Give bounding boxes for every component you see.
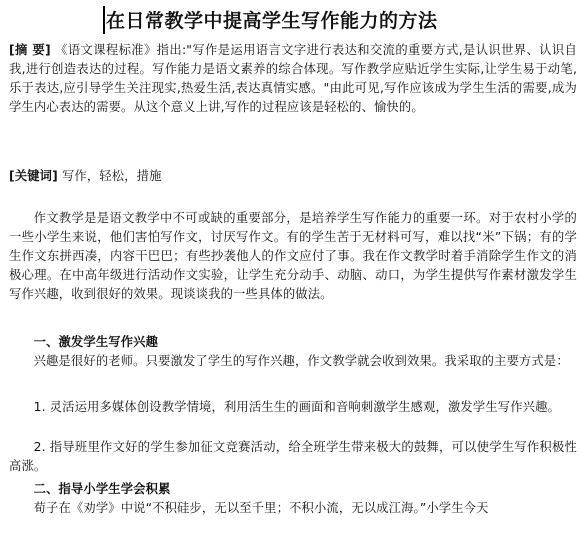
- abstract-label: [摘 要]: [9, 43, 51, 57]
- abstract-text: 《语文课程标准》指出:"写作是运用语言文字进行表达和交流的重要方式,是认识世界、认识自我,进行创造表达的过程。写作能力是语文素养的综合体现。写作教学应贴近学生实际,让学生易于动笔,乐于表达,应引导学生关注现实,热爱生活,表达真情实感。"由此可见,写作应该成为学生生活的需要,成为学生内心表达的需要。从这个意义上讲,写作的过程应该是轻松的、愉快的。: [9, 43, 577, 114]
- section2-paragraph[interactable]: 荀子在《劝学》中说“不积硅步，无以至千里；不积小流，无以成江海。”小学生今天: [33, 501, 489, 515]
- keywords-label: [关键词]: [9, 169, 58, 183]
- bottom-fade: [0, 518, 587, 534]
- abstract-paragraph[interactable]: [9, 41, 577, 117]
- section1-item-2[interactable]: 2. 指导班里作文好的学生参加征文竞赛活动，给全班学生带来极大的鼓舞，可以使学生写作积极性高涨。: [9, 440, 577, 473]
- section2-heading[interactable]: 二、指导小学生学会积累: [33, 482, 171, 496]
- intro-paragraph[interactable]: 作文教学是是语文教学中不可或缺的重要部分，是培养学生写作能力的重要一环。对于农村小学的一些小学生来说，他们害怕写作文，讨厌写作文。有的学生苦于无材料可写，难以找“米”下锅；有的学生作文东拼西凑，内容干巴巴；有些抄袭他人的作文应付了事。我在作文教学时着手消除学生作文的消极心理。在中高年级进行活动作文实验，让学生充分动手、动脑、动口，为学生提供写作素材激发学生写作兴趣，收到很好的效果。现谈谈我的一些具体的做法。: [9, 211, 577, 301]
- section1-item-1[interactable]: 1. 灵活运用多媒体创设教学情境，利用活生生的画面和音响刺激学生感观，激发学生写作兴趣。: [33, 400, 561, 414]
- section1-heading[interactable]: 一、激发学生写作兴趣: [33, 335, 159, 349]
- keywords-text: 写作，轻松，措施: [61, 169, 162, 183]
- keywords-paragraph[interactable]: [9, 167, 577, 186]
- text-cursor: [103, 6, 105, 34]
- section1-intro-paragraph[interactable]: 兴趣是很好的老师。只要激发了学生的写作兴趣，作文教学就会收到效果。我采取的主要方式是：: [33, 354, 569, 368]
- document-title[interactable]: 在日常教学中提高学生写作能力的方法: [106, 10, 438, 32]
